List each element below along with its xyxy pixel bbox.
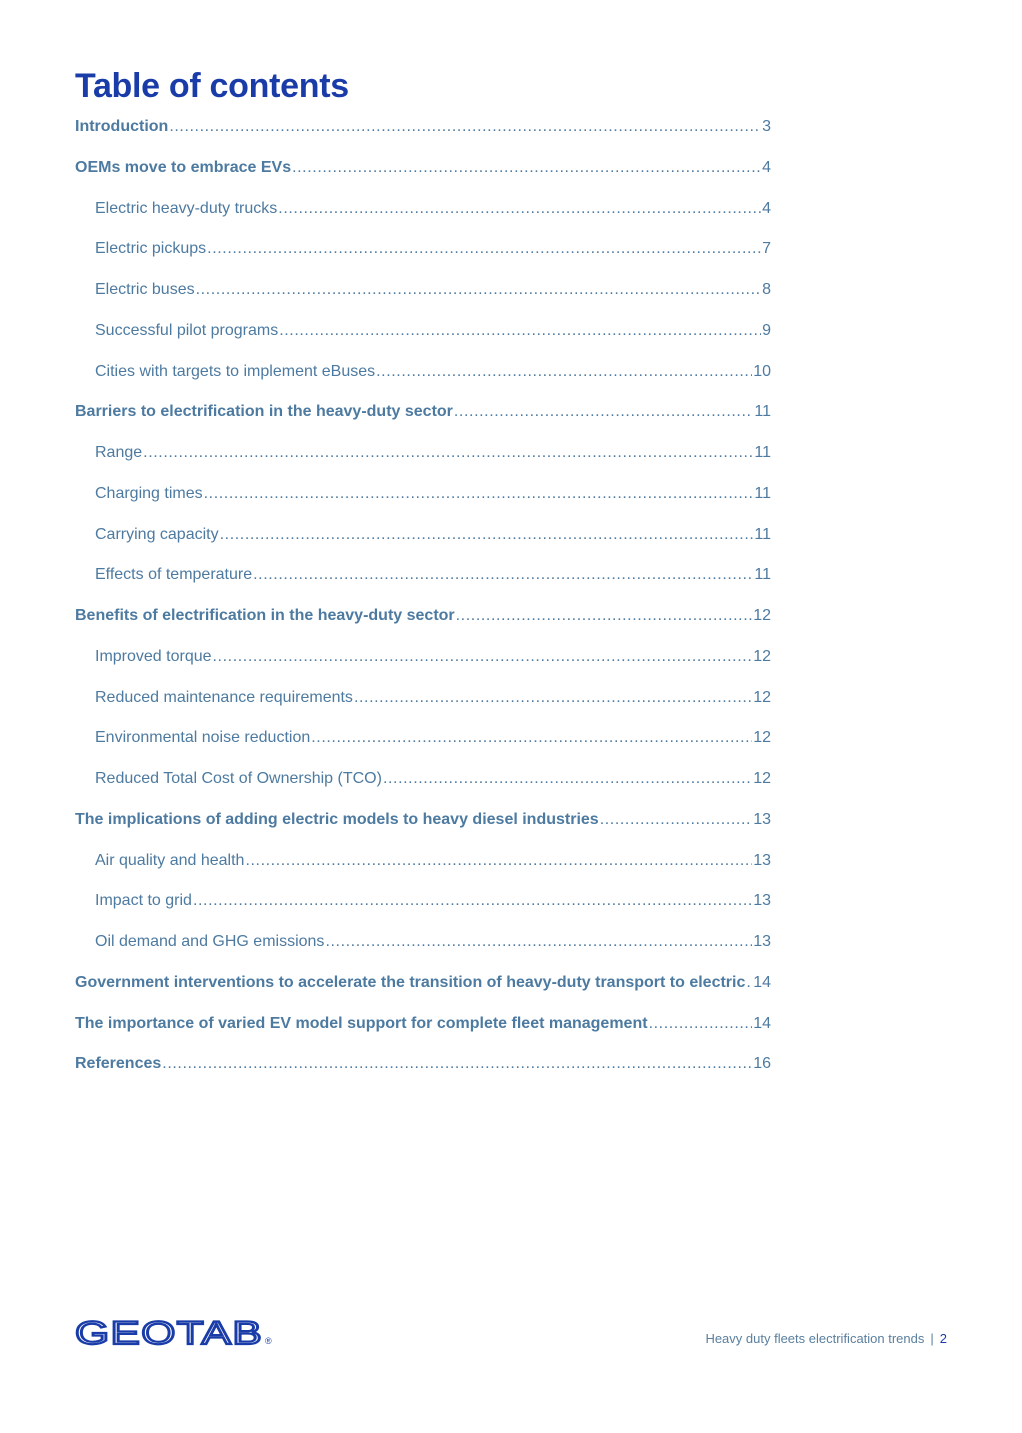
toc-subsection-link[interactable] bbox=[75, 526, 771, 567]
toc-entry-label: Carrying capacity bbox=[95, 525, 219, 543]
toc-entry-page-number: 11 bbox=[754, 566, 771, 584]
toc-entry-page-number: 12 bbox=[753, 607, 771, 624]
toc-entry-label: Benefits of electrification in the heavy-duty sector bbox=[75, 607, 455, 624]
toc-entry-page-number: 11 bbox=[754, 403, 771, 421]
toc-entry-page-number: 11 bbox=[754, 525, 771, 543]
dot-leader bbox=[454, 403, 754, 421]
toc-entry-label: Environmental noise reduction bbox=[95, 729, 311, 747]
registered-mark: ® bbox=[265, 1336, 272, 1346]
toc-entry-label: Cities with targets to implement eBuses bbox=[95, 362, 376, 380]
toc-entry-label: Electric buses bbox=[95, 281, 195, 298]
footer-separator: | bbox=[930, 1331, 934, 1346]
toc-entry-page-number: 11 bbox=[754, 444, 771, 461]
toc-entry-label: Effects of temperature bbox=[95, 566, 253, 584]
toc-entry-label: Improved torque bbox=[95, 647, 212, 665]
dot-leader bbox=[311, 729, 752, 747]
toc-entry-label: References bbox=[75, 1055, 162, 1073]
toc-subsection-link[interactable] bbox=[75, 363, 771, 404]
dot-leader bbox=[746, 974, 752, 992]
dot-leader bbox=[169, 118, 761, 136]
dot-leader bbox=[279, 322, 761, 340]
dot-leader bbox=[383, 770, 752, 788]
toc-entry-page-number: 12 bbox=[753, 647, 771, 665]
toc-entry-label: Oil demand and GHG emissions bbox=[95, 933, 325, 950]
toc-entry-label: Introduction bbox=[75, 118, 169, 135]
toc-entry-page-number: 12 bbox=[753, 729, 771, 747]
toc-entry-label: Barriers to electrification in the heavy-duty sector bbox=[75, 403, 453, 421]
toc-entry-label: The implications of adding electric models to heavy diesel industries bbox=[75, 810, 599, 828]
toc-section-link[interactable] bbox=[75, 1055, 771, 1096]
logo-wordmark: GEOTAB bbox=[75, 1316, 263, 1348]
toc-entry-label: Charging times bbox=[95, 484, 203, 502]
dot-leader bbox=[292, 159, 761, 177]
dot-leader bbox=[600, 811, 753, 829]
dot-leader bbox=[196, 281, 762, 299]
toc-section-link[interactable] bbox=[75, 159, 771, 200]
toc-entry-label: Electric pickups bbox=[95, 240, 207, 258]
toc-entry-page-number: 13 bbox=[753, 810, 771, 828]
toc-entry-page-number: 8 bbox=[762, 281, 771, 298]
toc-section-link[interactable] bbox=[75, 607, 771, 648]
dot-leader bbox=[162, 1055, 752, 1073]
toc-section-link[interactable] bbox=[75, 403, 771, 444]
table-of-contents bbox=[75, 118, 771, 1096]
toc-subsection-link[interactable] bbox=[75, 444, 771, 485]
dot-leader bbox=[354, 689, 752, 707]
toc-entry-label: The importance of varied EV model support for complete fleet management bbox=[75, 1014, 648, 1032]
dot-leader bbox=[213, 648, 753, 666]
toc-entry-page-number: 3 bbox=[762, 118, 771, 135]
toc-entry-page-number: 4 bbox=[762, 199, 771, 217]
toc-entry-page-number: 14 bbox=[753, 1014, 771, 1032]
toc-entry-label: Reduced Total Cost of Ownership (TCO) bbox=[95, 770, 382, 787]
dot-leader bbox=[278, 200, 761, 218]
toc-subsection-link[interactable] bbox=[75, 770, 771, 811]
toc-entry-page-number: 13 bbox=[753, 933, 771, 950]
toc-entry-label: Government interventions to accelerate the transition of heavy-duty transport to electric bbox=[75, 973, 746, 991]
dot-leader bbox=[456, 607, 753, 625]
toc-subsection-link[interactable] bbox=[75, 566, 771, 607]
toc-entry-page-number: 11 bbox=[754, 484, 771, 502]
toc-entry-page-number: 12 bbox=[753, 688, 771, 706]
dot-leader bbox=[253, 566, 753, 584]
toc-entry-label: Successful pilot programs bbox=[95, 321, 279, 339]
toc-section-link[interactable] bbox=[75, 811, 771, 852]
page-footer bbox=[705, 1331, 947, 1346]
toc-subsection-link[interactable] bbox=[75, 322, 771, 363]
geotab-logo-image bbox=[75, 1316, 275, 1348]
toc-entry-label: Impact to grid bbox=[95, 892, 192, 910]
toc-section-link[interactable] bbox=[75, 974, 771, 1015]
toc-entry-page-number: 9 bbox=[762, 321, 771, 339]
toc-entry-label: Range bbox=[95, 444, 143, 461]
toc-subsection-link[interactable] bbox=[75, 729, 771, 770]
dot-leader bbox=[207, 240, 761, 258]
dot-leader bbox=[245, 852, 752, 870]
dot-leader bbox=[376, 363, 752, 381]
footer-page-number: 2 bbox=[939, 1331, 947, 1346]
toc-entry-page-number: 4 bbox=[762, 158, 771, 176]
toc-subsection-link[interactable] bbox=[75, 648, 771, 689]
toc-section-link[interactable] bbox=[75, 1015, 771, 1056]
toc-subsection-link[interactable] bbox=[75, 933, 771, 974]
toc-entry-page-number: 10 bbox=[753, 362, 771, 380]
footer-document-title: Heavy duty fleets electrification trends bbox=[705, 1331, 925, 1346]
toc-entry-page-number: 12 bbox=[753, 770, 771, 787]
dot-leader bbox=[325, 933, 752, 951]
geotab-logo bbox=[75, 1316, 275, 1348]
toc-entry-page-number: 16 bbox=[753, 1055, 771, 1073]
toc-entry-page-number: 7 bbox=[762, 240, 771, 258]
toc-subsection-link[interactable] bbox=[75, 240, 771, 281]
toc-entry-label: OEMs move to embrace EVs bbox=[75, 158, 292, 176]
toc-subsection-link[interactable] bbox=[75, 485, 771, 526]
dot-leader bbox=[649, 1015, 753, 1033]
toc-entry-label: Electric heavy-duty trucks bbox=[95, 199, 278, 217]
toc-subsection-link[interactable] bbox=[75, 200, 771, 241]
toc-entry-page-number: 13 bbox=[753, 892, 771, 910]
toc-entry-page-number: 14 bbox=[753, 973, 771, 991]
dot-leader bbox=[193, 892, 752, 910]
dot-leader bbox=[143, 444, 753, 462]
toc-subsection-link[interactable] bbox=[75, 281, 771, 322]
page-title: Table of contents bbox=[75, 67, 349, 105]
toc-section-link[interactable] bbox=[75, 118, 771, 159]
dot-leader bbox=[220, 526, 754, 544]
toc-subsection-link[interactable] bbox=[75, 689, 771, 730]
dot-leader bbox=[204, 485, 754, 503]
toc-subsection-link[interactable] bbox=[75, 892, 771, 933]
toc-subsection-link[interactable] bbox=[75, 852, 771, 893]
toc-entry-label: Reduced maintenance requirements bbox=[95, 688, 353, 706]
toc-entry-label: Air quality and health bbox=[95, 851, 245, 869]
toc-entry-page-number: 13 bbox=[753, 851, 771, 869]
